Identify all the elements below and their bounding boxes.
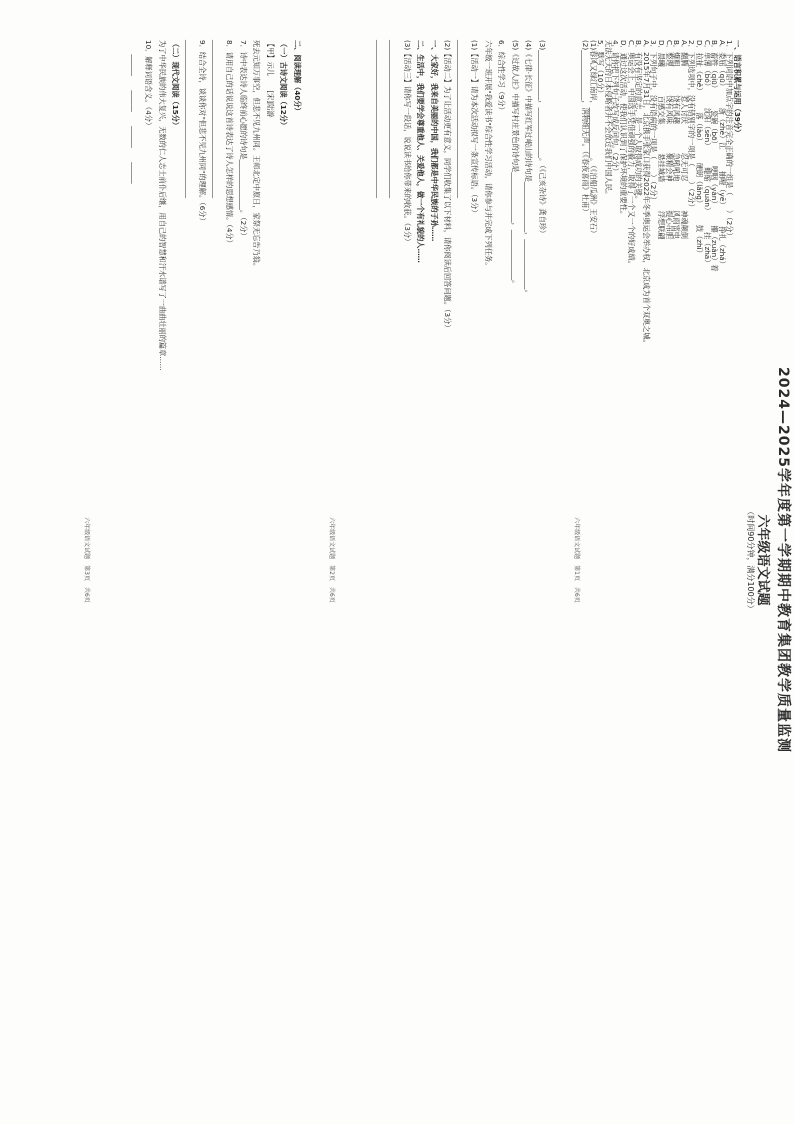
question-text: (3)【活动三】请你写一段话，说说读书给你带来的收获。（3分） <box>403 40 412 246</box>
question-text: A．委屈（qū） 浙（zhè）江 抽噎（yē） 挣扎（zhá） <box>717 40 727 268</box>
question-text: ____________________________________________ <box>457 40 466 199</box>
question-text: A．2015年7月31日，北京携手张家口获得2022年冬季奥运会举办权，北京成为首个双奥之城。 <box>641 40 651 347</box>
question-text: 2．下列选项中，没有错别字的一项是（ ）（2分） <box>687 40 697 211</box>
question-text: 六年级一班开展"我爱读书"综合性学习活动，请你参与并完成下列任务。 <box>484 40 493 270</box>
question-text: 8．请用自己的话说说这首诗表达了诗人怎样的思想感情。（4分） <box>225 40 235 247</box>
question-text: 1．下列词语中加点字的注音完全正确的一组是（ ）（2分） <box>725 40 735 240</box>
question-text: (2)【活动二】为了让活动更有意义，同学们收集了以下材料，请你阅读后回答问题。（3分） <box>443 40 453 332</box>
question-text: （一）古诗文阅读（12分） <box>279 40 289 130</box>
question-text: C．单薄（bó） 沈阳（sēn） 蜷缩（quán） 挂（zhā） <box>702 40 712 267</box>
question-text: B．畜牲（qiū） 瓷碗（bō） 哽咽（yàn） 攥（zuàn）着 <box>710 40 720 272</box>
question-text: 为了中华民族的伟大复兴，无数的仁人志士前仆后继，用自己的智慧和汗水谱写了一曲曲壮丽的篇章…… <box>158 40 167 371</box>
question-text: 4．请你把下列句子改写成反问句。（2分） <box>611 40 621 175</box>
question-text: ____________________________________________ <box>376 40 385 199</box>
page-footer: 六年级语文试题 第2页 共6页 <box>328 517 335 603</box>
question-text: 5．默写（10分） <box>596 40 606 97</box>
question-text: 【甲】示儿 [宋]陆游 <box>266 40 275 118</box>
exam-title: 2024—2025学年度第一学期期中教育集团教学质量监测 <box>775 367 791 753</box>
question-text: ____________________________________________ <box>185 40 194 199</box>
question-text: 二、阅读理解（40分） <box>293 40 302 115</box>
question-text: 二、生活中，我们要学会尊重他人、关爱他人，做一个有礼貌的人…… <box>416 40 426 263</box>
question-text: （二）现代文阅读（15分） <box>171 40 181 130</box>
question-text: D．通过这次活动，使我们认识到了保护环境的重要性。 <box>619 40 628 219</box>
question-text: (1)【活动一】请为本次活动拟写一条宣传标语。（3分） <box>470 40 480 217</box>
page-column-1 <box>570 40 794 1080</box>
page-footer: 六年级语文试题 第3页 共6页 <box>83 517 90 603</box>
exam-subtitle: 六年级语文试题 <box>755 514 770 606</box>
page-column-3 <box>80 40 310 1080</box>
question-text: ____________________________________________ <box>389 40 399 199</box>
question-text: B．爆粗 饶有风趣 急吼吼地 风雨雷电 <box>672 40 682 239</box>
question-text: D．拉扯（chě） 落（lào） 硬朗（lǎng） 鼓（zhǐ） <box>695 40 704 257</box>
question-text: C．整理 饶有风味 聚精会神 提心吊胆 <box>664 40 674 240</box>
page-column-2 <box>325 40 555 1080</box>
question-text: C．奥运会上，中国选手凭借顽强的毅力，取得了一个又一个的好成绩。 <box>626 40 636 268</box>
question-text: 无法无天的日本侵略者并不会放过我们中国人民。 <box>603 40 613 199</box>
question-text: (3)______________，______________。（《己亥杂诗》龚自珍） <box>538 40 547 238</box>
question-text: ____________________________________________ <box>212 40 221 199</box>
exam-time-note: （时间90分钟，满分100分） <box>746 507 755 613</box>
question-text: 7．诗中表达诗人临终前心愿的诗句是______________。（2分） <box>239 40 248 240</box>
question-text: A．翻腾 惹人讨厌 忍无可忍 神魂颠倒 <box>679 40 689 239</box>
question-text: (5)《过故人庄》中描写村庄景色的诗句是______________，______________。 <box>511 40 520 288</box>
question-text: 10．解释词语含义。（4分） <box>144 40 154 130</box>
question-text: 一、大家好，我来自美丽的中国，我们都是中华民族的子孙…… <box>430 40 439 242</box>
question-text: 9．结合全诗，谈谈你对"但悲不见九州同"的理解。（6分） <box>198 40 208 225</box>
question-text: D．晨曦 百感交集 悬挂城墙 浮想联翩 <box>657 40 666 240</box>
question-text: 3．下列句子中，没有语病的一项是（ ）（2分） <box>649 40 659 204</box>
question-text: (1)春风又绿江南岸，______________。（《泊船瓜洲》王安石） <box>588 40 598 238</box>
page-footer: 六年级语文试题 第1页 共6页 <box>573 517 580 603</box>
question-text: 6．综合性学习（9分） <box>497 40 507 114</box>
question-text: 死去元知万事空，但悲不见九州同。王师北定中原日，家祭无忘告乃翁。 <box>252 40 262 271</box>
question-text: (4)《七律·长征》中描写红军过岷山的诗句是______________，______________。 <box>524 40 534 297</box>
question-text: 一、语言积累与运用（39分） <box>733 40 742 137</box>
question-text: (2)______________，润物细无声。（《春夜喜雨》杜甫） <box>581 40 590 216</box>
question-text: ______ ______ ______ ______ <box>131 40 140 184</box>
question-text: B．有没有坚定的意志，是一个人取得成功的关键。 <box>634 40 644 204</box>
